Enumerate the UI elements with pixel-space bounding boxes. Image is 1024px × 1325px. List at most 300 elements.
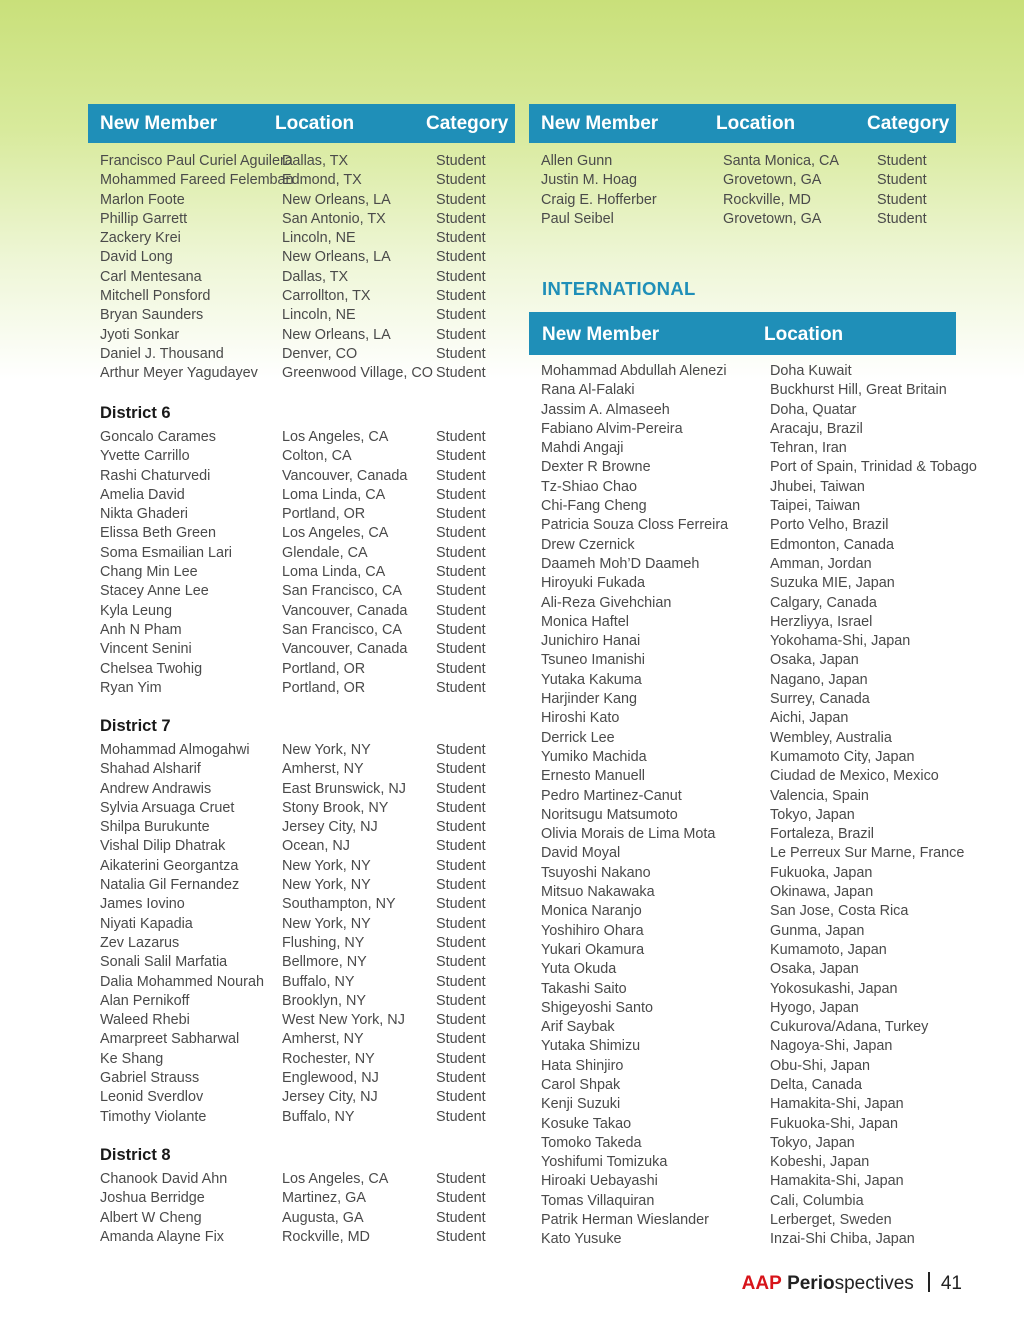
list-item xyxy=(100,210,510,229)
list-item xyxy=(541,191,951,210)
member-name: Hata Shinjiro xyxy=(541,1057,624,1074)
member-name: Joshua Berridge xyxy=(100,1190,205,1207)
header-location: Location xyxy=(716,113,796,134)
member-category: Student xyxy=(436,1228,486,1245)
member-location: Rockville, MD xyxy=(282,1228,370,1245)
member-location: Bellmore, NY xyxy=(282,954,367,971)
member-location: Edmonton, Canada xyxy=(770,536,895,553)
member-category: Student xyxy=(436,877,486,894)
member-location: New York, NY xyxy=(282,742,371,758)
member-location: Kumamoto, Japan xyxy=(770,941,887,958)
member-name: Rashi Chaturvedi xyxy=(100,467,211,484)
member-location: Calgary, Canada xyxy=(770,594,877,611)
list-item xyxy=(100,1209,510,1228)
member-location: Hamakita-Shi, Japan xyxy=(770,1096,904,1113)
member-category: Student xyxy=(436,1108,486,1125)
header-category: Category xyxy=(867,113,950,134)
list-item xyxy=(100,467,510,486)
member-location: Kumamoto City, Japan xyxy=(770,748,915,765)
list-item xyxy=(100,486,510,505)
list-item xyxy=(100,447,510,466)
member-location: Loma Linda, CA xyxy=(282,486,386,503)
member-location: New Orleans, LA xyxy=(282,326,391,343)
member-location: Obu-Shi, Japan xyxy=(770,1057,870,1074)
member-name: Marlon Foote xyxy=(100,191,185,208)
member-name: Craig E. Hofferber xyxy=(541,191,657,208)
member-name: Hiroyuki Fukada xyxy=(541,575,645,592)
member-category: Student xyxy=(877,210,927,227)
list-item xyxy=(100,760,510,779)
member-location: Doha, Quatar xyxy=(770,401,857,418)
member-location: Los Angeles, CA xyxy=(282,429,389,445)
member-name: Ernesto Manuell xyxy=(541,768,645,785)
member-name: Allen Gunn xyxy=(541,153,613,169)
member-name: Dexter R Browne xyxy=(541,459,651,476)
member-name: Tomas Villaquiran xyxy=(541,1192,655,1209)
header-category: Category xyxy=(426,113,509,134)
member-name: Mahdi Angaji xyxy=(541,440,624,457)
member-name: Phillip Garrett xyxy=(100,210,188,227)
member-name: Amarpreet Sabharwal xyxy=(100,1031,240,1048)
list-item xyxy=(541,844,981,863)
member-name: Sylvia Arsuaga Cruet xyxy=(100,799,235,816)
brand-aap: AAP xyxy=(741,1273,782,1294)
member-name: Gabriel Strauss xyxy=(100,1070,200,1087)
member-category: Student xyxy=(436,1050,486,1067)
list-item xyxy=(100,428,510,447)
brand-perio: Perio xyxy=(787,1273,835,1294)
member-category: Student xyxy=(436,602,486,619)
list-item xyxy=(100,837,510,856)
member-category: Student xyxy=(436,934,486,951)
member-name: Timothy Violante xyxy=(100,1108,207,1125)
list-item xyxy=(541,516,981,535)
member-name: Yuta Okuda xyxy=(541,961,617,978)
member-category: Student xyxy=(436,992,486,1009)
list-item xyxy=(100,1088,510,1107)
list-item xyxy=(100,895,510,914)
member-location: Inzai-Shi Chiba, Japan xyxy=(770,1231,915,1248)
member-location: Augusta, GA xyxy=(282,1209,364,1226)
member-name: Yutaka Shimizu xyxy=(541,1038,641,1055)
member-name: Alan Pernikoff xyxy=(100,992,190,1009)
member-name: Mitchell Ponsford xyxy=(100,288,211,305)
member-name: Dalia Mohammed Nourah xyxy=(100,973,264,990)
member-location: Vancouver, Canada xyxy=(282,467,408,484)
member-location: Dallas, TX xyxy=(282,153,349,169)
member-name: Tsuyoshi Nakano xyxy=(541,864,651,881)
member-location: Taipei, Taiwan xyxy=(770,498,861,515)
list-item xyxy=(100,268,510,287)
member-name: Kato Yusuke xyxy=(541,1231,622,1248)
list-item xyxy=(100,1170,510,1189)
list-item xyxy=(541,381,981,400)
member-location: Aracaju, Brazil xyxy=(770,420,863,437)
member-location: Wembley, Australia xyxy=(770,729,892,746)
member-location: Los Angeles, CA xyxy=(282,525,389,542)
member-name: Zev Lazarus xyxy=(100,934,180,951)
list-item xyxy=(100,524,510,543)
member-name: Mohammed Fareed Felemban xyxy=(100,172,294,189)
member-category: Student xyxy=(436,780,486,797)
member-location: Brooklyn, NY xyxy=(282,992,366,1009)
header-new-member: New Member xyxy=(542,324,660,345)
member-category: Student xyxy=(436,819,486,836)
list-item xyxy=(100,1189,510,1208)
list-item xyxy=(541,902,981,921)
member-location: Porto Velho, Brazil xyxy=(770,517,889,534)
member-location: Buffalo, NY xyxy=(282,1108,355,1125)
member-name: Tz-Shiao Chao xyxy=(541,478,637,495)
member-name: Ke Shang xyxy=(100,1050,164,1067)
left-table-header xyxy=(88,104,515,143)
member-name: Vishal Dilip Dhatrak xyxy=(100,838,226,855)
member-location: Yokohama-Shi, Japan xyxy=(770,633,911,650)
list-item xyxy=(100,818,510,837)
member-category: Student xyxy=(436,210,486,227)
member-location: Portland, OR xyxy=(282,679,366,696)
list-item xyxy=(541,1153,981,1172)
list-item xyxy=(541,671,981,690)
list-item xyxy=(541,458,981,477)
district7-heading: District 7 xyxy=(100,717,171,735)
member-category: Student xyxy=(436,742,486,758)
member-location: Lerberget, Sweden xyxy=(770,1212,892,1229)
member-location: Loma Linda, CA xyxy=(282,564,386,581)
list-item xyxy=(541,767,981,786)
member-location: Aichi, Japan xyxy=(770,710,849,727)
member-location: Kobeshi, Japan xyxy=(770,1154,870,1171)
list-item xyxy=(100,679,510,698)
list-item xyxy=(541,1115,981,1134)
member-name: Goncalo Carames xyxy=(100,429,216,445)
list-item xyxy=(541,613,981,632)
member-name: Jyoti Sonkar xyxy=(100,326,180,343)
member-category: Student xyxy=(436,1031,486,1048)
member-name: Tomoko Takeda xyxy=(541,1134,642,1151)
member-name: Daniel J. Thousand xyxy=(100,345,224,362)
list-item xyxy=(541,420,981,439)
member-name: Nikta Ghaderi xyxy=(100,506,188,523)
list-item xyxy=(541,594,981,613)
member-name: James Iovino xyxy=(100,896,185,913)
member-name: Monica Haftel xyxy=(541,613,629,630)
member-name: Patrik Herman Wieslander xyxy=(541,1212,709,1229)
member-location: Englewood, NJ xyxy=(282,1070,379,1087)
member-category: Student xyxy=(436,191,486,208)
member-name: Arthur Meyer Yagudayev xyxy=(100,365,258,382)
member-name: Soma Esmailian Lari xyxy=(100,544,232,561)
member-name: Harjinder Kang xyxy=(541,691,637,708)
member-name: Stacey Anne Lee xyxy=(100,583,209,600)
member-location: Tokyo, Japan xyxy=(770,806,855,823)
list-item xyxy=(541,651,981,670)
member-location: Jersey City, NJ xyxy=(282,819,378,836)
member-location: Ocean, NJ xyxy=(282,838,350,855)
list-item xyxy=(541,1134,981,1153)
member-name: Pedro Martinez-Canut xyxy=(541,787,682,804)
member-location: West New York, NJ xyxy=(282,1012,405,1029)
list-item xyxy=(100,191,510,210)
member-name: Kyla Leung xyxy=(100,602,173,619)
member-name: Sonali Salil Marfatia xyxy=(100,954,228,971)
member-name: Arif Saybak xyxy=(541,1019,615,1036)
member-name: Daameh Moh’D Daameh xyxy=(541,555,700,572)
member-category: Student xyxy=(436,1089,486,1106)
list-item xyxy=(100,229,510,248)
list-item xyxy=(100,660,510,679)
list-item xyxy=(100,857,510,876)
member-location: Southampton, NY xyxy=(282,896,396,913)
member-location: Nagoya-Shi, Japan xyxy=(770,1038,893,1055)
member-name: Patricia Souza Closs Ferreira xyxy=(541,517,729,534)
member-location: Dallas, TX xyxy=(282,268,349,285)
header-new-member: New Member xyxy=(541,113,659,134)
member-name: Francisco Paul Curiel Aguilera xyxy=(100,153,293,169)
list-item xyxy=(100,171,510,190)
member-location: San Antonio, TX xyxy=(282,210,386,227)
member-location: Okinawa, Japan xyxy=(770,884,874,901)
member-name: Shigeyoshi Santo xyxy=(541,999,654,1016)
header-location: Location xyxy=(275,113,355,134)
member-category: Student xyxy=(436,467,486,484)
member-location: Doha Kuwait xyxy=(770,363,852,379)
list-item xyxy=(541,555,981,574)
list-item xyxy=(541,1037,981,1056)
member-location: Rockville, MD xyxy=(723,191,811,208)
list-item xyxy=(541,729,981,748)
member-location: Vancouver, Canada xyxy=(282,641,408,658)
member-location: Flushing, NY xyxy=(282,934,365,951)
list-item xyxy=(100,915,510,934)
member-location: Rochester, NY xyxy=(282,1050,375,1067)
member-category: Student xyxy=(436,345,486,362)
right-table-header xyxy=(529,104,956,143)
member-name: Tsuneo Imanishi xyxy=(541,652,645,669)
list-item xyxy=(100,973,510,992)
district8-heading: District 8 xyxy=(100,1146,171,1164)
member-category: Student xyxy=(436,249,486,266)
member-location: New York, NY xyxy=(282,915,371,932)
member-category: Student xyxy=(436,326,486,343)
member-category: Student xyxy=(436,506,486,523)
member-category: Student xyxy=(436,429,486,445)
list-item xyxy=(541,152,951,171)
member-location: Surrey, Canada xyxy=(770,691,870,708)
member-location: Jersey City, NJ xyxy=(282,1089,378,1106)
list-item xyxy=(541,806,981,825)
member-location: Osaka, Japan xyxy=(770,652,859,669)
list-item xyxy=(541,478,981,497)
member-name: Elissa Beth Green xyxy=(100,525,216,542)
member-name: Fabiano Alvim-Pereira xyxy=(541,420,683,437)
member-location: New York, NY xyxy=(282,877,371,894)
list-item xyxy=(541,1211,981,1230)
list-item xyxy=(541,922,981,941)
member-location: New York, NY xyxy=(282,857,371,874)
international-heading: INTERNATIONAL xyxy=(542,278,696,299)
list-item xyxy=(100,876,510,895)
member-name: Justin M. Hoag xyxy=(541,172,637,189)
member-name: Hiroaki Uebayashi xyxy=(541,1173,658,1190)
list-item xyxy=(541,210,951,229)
list-item xyxy=(541,748,981,767)
member-name: Takashi Saito xyxy=(541,980,627,997)
member-location: New Orleans, LA xyxy=(282,249,391,266)
member-name: Niyati Kapadia xyxy=(100,915,193,932)
member-name: David Moyal xyxy=(541,845,621,862)
member-location: Cukurova/Adana, Turkey xyxy=(770,1019,929,1036)
member-location: Port of Spain, Trinidad & Tobago xyxy=(770,459,977,476)
member-name: Mitsuo Nakawaka xyxy=(541,884,655,901)
list-item xyxy=(541,787,981,806)
member-category: Student xyxy=(436,973,486,990)
list-item xyxy=(541,536,981,555)
list-item xyxy=(541,401,981,420)
member-location: Amman, Jordan xyxy=(770,555,872,572)
header-location: Location xyxy=(764,324,844,345)
member-location: San Francisco, CA xyxy=(282,621,402,638)
member-category: Student xyxy=(436,621,486,638)
member-category: Student xyxy=(436,307,486,324)
member-name: Vincent Senini xyxy=(100,641,192,658)
member-category: Student xyxy=(436,365,486,382)
member-name: Natalia Gil Fernandez xyxy=(100,877,240,894)
list-item xyxy=(100,621,510,640)
international-table-header xyxy=(529,312,956,355)
member-location: Lincoln, NE xyxy=(282,230,356,247)
footer-divider xyxy=(928,1272,930,1292)
member-name: Rana Al-Falaki xyxy=(541,382,635,399)
member-category: Student xyxy=(436,799,486,816)
member-location: Grovetown, GA xyxy=(723,210,822,227)
member-category: Student xyxy=(436,583,486,600)
list-item xyxy=(100,602,510,621)
member-name: Amanda Alayne Fix xyxy=(100,1228,224,1245)
member-name: Yoshifumi Tomizuka xyxy=(541,1154,668,1171)
list-item xyxy=(100,799,510,818)
list-item xyxy=(541,632,981,651)
member-name: Chanook David Ahn xyxy=(100,1171,228,1187)
member-category: Student xyxy=(877,153,927,169)
member-name: Ryan Yim xyxy=(100,679,162,696)
member-location: Ciudad de Mexico, Mexico xyxy=(770,768,939,785)
member-location: Osaka, Japan xyxy=(770,961,859,978)
member-name: Shahad Alsharif xyxy=(100,761,201,778)
member-name: Anh N Pham xyxy=(100,621,182,638)
list-item xyxy=(100,992,510,1011)
member-category: Student xyxy=(436,268,486,285)
district5-list xyxy=(100,152,510,384)
member-location: Los Angeles, CA xyxy=(282,1171,389,1187)
district8-list xyxy=(100,1170,510,1247)
member-name: Bryan Saunders xyxy=(100,307,204,324)
list-item xyxy=(100,1050,510,1069)
member-location: Valencia, Spain xyxy=(770,787,869,804)
list-item xyxy=(541,883,981,902)
member-category: Student xyxy=(436,896,486,913)
member-category: Student xyxy=(436,838,486,855)
list-item xyxy=(100,934,510,953)
member-location: Jhubei, Taiwan xyxy=(770,478,865,495)
member-category: Student xyxy=(436,448,486,465)
list-item xyxy=(541,574,981,593)
member-location: Hamakita-Shi, Japan xyxy=(770,1173,904,1190)
member-name: Carl Mentesana xyxy=(100,268,202,285)
member-name: Chi-Fang Cheng xyxy=(541,498,647,515)
member-location: Denver, CO xyxy=(282,345,358,362)
member-name: Drew Czernick xyxy=(541,536,635,553)
member-location: Cali, Columbia xyxy=(770,1192,864,1209)
member-category: Student xyxy=(436,761,486,778)
member-location: Vancouver, Canada xyxy=(282,602,408,619)
international-list xyxy=(541,362,981,1250)
member-location: Tehran, Iran xyxy=(770,440,847,457)
member-name: Mohammad Abdullah Alenezi xyxy=(541,363,727,379)
member-name: Olivia Morais de Lima Mota xyxy=(541,826,716,843)
list-item xyxy=(541,980,981,999)
member-name: Yutaka Kakuma xyxy=(541,671,642,688)
member-name: Ali-Reza Givehchian xyxy=(541,594,672,611)
member-location: Stony Brook, NY xyxy=(282,799,389,816)
list-item xyxy=(541,362,981,381)
list-item xyxy=(541,171,951,190)
list-item xyxy=(100,306,510,325)
member-location: Edmond, TX xyxy=(282,172,362,189)
district6-heading: District 6 xyxy=(100,404,171,422)
brand-spectives: spectives xyxy=(834,1273,914,1294)
member-location: New Orleans, LA xyxy=(282,191,391,208)
list-item xyxy=(541,864,981,883)
member-location: Nagano, Japan xyxy=(770,671,868,688)
member-name: Waleed Rhebi xyxy=(100,1012,190,1029)
list-item xyxy=(100,248,510,267)
member-category: Student xyxy=(436,1070,486,1087)
member-name: Yumiko Machida xyxy=(541,748,647,765)
member-name: Mohammad Almogahwi xyxy=(100,742,250,758)
district8-continued-list xyxy=(541,152,951,229)
member-category: Student xyxy=(436,660,486,677)
member-name: Jassim A. Almaseeh xyxy=(541,401,670,418)
member-category: Student xyxy=(436,544,486,561)
list-item xyxy=(100,1069,510,1088)
member-category: Student xyxy=(436,857,486,874)
member-name: Chelsea Twohig xyxy=(100,660,203,677)
list-item xyxy=(100,563,510,582)
member-location: Amherst, NY xyxy=(282,761,364,778)
member-name: Leonid Sverdlov xyxy=(100,1089,204,1106)
member-location: San Francisco, CA xyxy=(282,583,402,600)
member-location: Buckhurst Hill, Great Britain xyxy=(770,382,947,399)
member-name: Kosuke Takao xyxy=(541,1115,632,1132)
list-item xyxy=(100,640,510,659)
list-item xyxy=(100,780,510,799)
page-number: 41 xyxy=(940,1273,962,1294)
member-location: Martinez, GA xyxy=(282,1190,366,1207)
list-item xyxy=(100,544,510,563)
member-category: Student xyxy=(436,230,486,247)
member-location: Portland, OR xyxy=(282,660,366,677)
list-item xyxy=(100,505,510,524)
member-location: Portland, OR xyxy=(282,506,366,523)
list-item xyxy=(541,439,981,458)
member-category: Student xyxy=(436,641,486,658)
district7-list xyxy=(100,741,510,1127)
member-name: Junichiro Hanai xyxy=(541,633,641,650)
list-item xyxy=(541,709,981,728)
list-item xyxy=(100,582,510,601)
member-location: Suzuka MIE, Japan xyxy=(770,575,895,592)
